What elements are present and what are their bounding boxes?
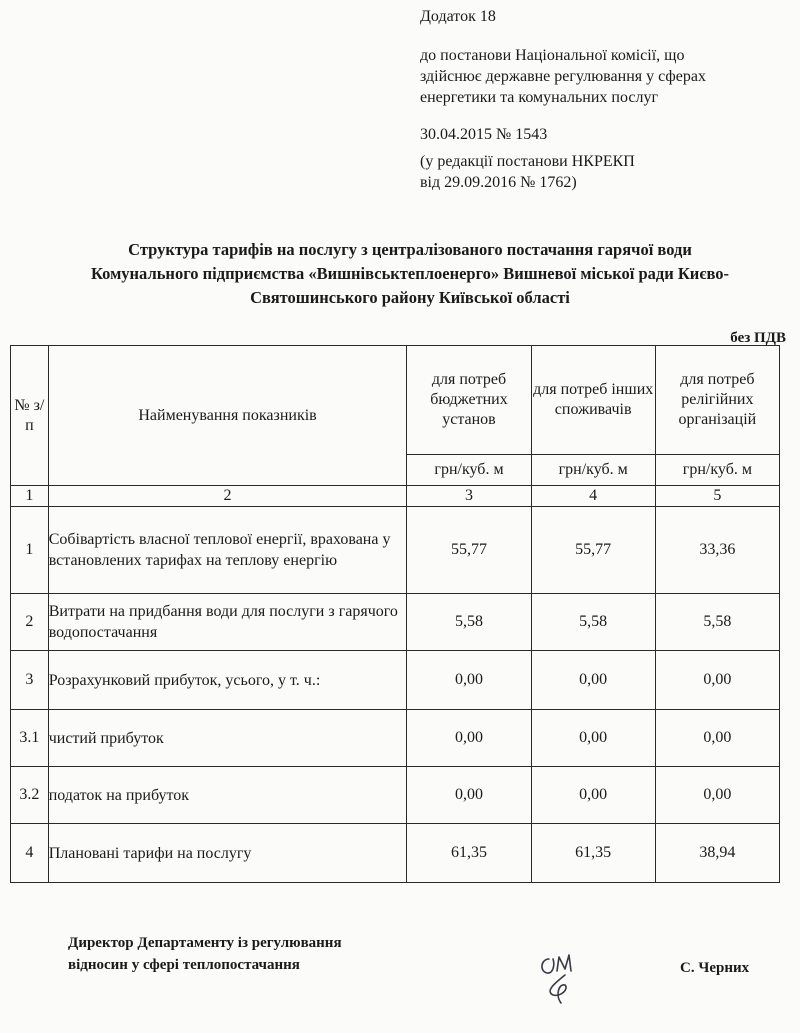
header-name: Найменування показників	[48, 346, 407, 486]
table-row	[11, 651, 780, 710]
decree-line: до постанови Національної комісії, що	[420, 47, 685, 64]
row-value-col4: 61,35	[531, 824, 655, 883]
unit-col4: грн/куб. м	[531, 455, 655, 486]
row-value-col3: 0,00	[407, 651, 531, 710]
row-value-col3: 61,35	[407, 824, 531, 883]
row-value-col3: 0,00	[407, 710, 531, 767]
table-row	[11, 710, 780, 767]
row-name: Плановані тарифи на послугу	[48, 824, 407, 883]
row-value-col4: 55,77	[531, 507, 655, 594]
row-name: Витрати на придбання води для послуги з гарячого водопостачання	[48, 594, 407, 651]
index-cell: 1	[11, 486, 49, 507]
title-line: Святошинського району Київської області	[250, 288, 570, 307]
header-col3: для потреб бюджетних установ	[407, 346, 531, 455]
unit-col5: грн/куб. м	[655, 455, 779, 486]
decree-reference	[420, 45, 790, 108]
document-title	[30, 238, 790, 310]
table-index-row	[11, 486, 780, 507]
header-col4: для потреб інших споживачів	[531, 346, 655, 455]
row-value-col4: 5,58	[531, 594, 655, 651]
row-number: 4	[11, 824, 49, 883]
row-value-col5: 0,00	[655, 651, 779, 710]
row-value-col3: 5,58	[407, 594, 531, 651]
header-col5: для потреб релігійних організацій	[655, 346, 779, 455]
table-row	[11, 824, 780, 883]
position-line: Директор Департаменту із регулювання	[68, 935, 342, 951]
addendum-title: Додаток 18	[420, 8, 496, 25]
header-number: № з/п	[11, 346, 49, 486]
row-value-col5: 38,94	[655, 824, 779, 883]
decree-date-number: 30.04.2015 № 1543	[420, 126, 548, 143]
row-value-col5: 0,00	[655, 767, 779, 824]
row-number: 3.1	[11, 710, 49, 767]
index-cell: 5	[655, 486, 779, 507]
decree-line: здійснює державне регулювання у сферах	[420, 68, 706, 85]
row-number: 2	[11, 594, 49, 651]
index-cell: 4	[531, 486, 655, 507]
signer-name: С. Черних	[680, 960, 750, 976]
handwritten-signature	[535, 945, 595, 1007]
row-value-col3: 55,77	[407, 507, 531, 594]
revision-note	[420, 151, 790, 193]
row-value-col4: 0,00	[531, 767, 655, 824]
row-name: Собівартість власної теплової енергії, врахована у встановлених тарифах на теплову енергію	[48, 507, 407, 594]
row-value-col5: 0,00	[655, 710, 779, 767]
title-line: Структура тарифів на послугу з централізованого постачання гарячої води	[128, 240, 692, 259]
row-value-col5: 5,58	[655, 594, 779, 651]
position-line: відносин у сфері теплопостачання	[68, 957, 300, 973]
table-row	[11, 767, 780, 824]
revision-line: (у редакції постанови НКРЕКП	[420, 153, 635, 170]
table-row	[11, 594, 780, 651]
tariff-table	[10, 345, 780, 883]
row-number: 3	[11, 651, 49, 710]
table-header-row	[11, 346, 780, 455]
row-number: 1	[11, 507, 49, 594]
row-name: Розрахунковий прибуток, усього, у т. ч.:	[48, 651, 407, 710]
index-cell: 3	[407, 486, 531, 507]
row-name: чистий прибуток	[48, 710, 407, 767]
row-value-col5: 33,36	[655, 507, 779, 594]
index-cell: 2	[48, 486, 407, 507]
row-value-col4: 0,00	[531, 710, 655, 767]
unit-col3: грн/куб. м	[407, 455, 531, 486]
title-line: Комунального підприємства «Вишнівськтеплоенерго» Вишневої міської ради Києво-	[90, 264, 729, 283]
revision-line: від 29.09.2016 № 1762)	[420, 174, 577, 191]
decree-line: енергетики та комунальних послуг	[420, 89, 658, 106]
row-value-col4: 0,00	[531, 651, 655, 710]
row-number: 3.2	[11, 767, 49, 824]
signatory-position	[68, 932, 342, 976]
row-name: податок на прибуток	[48, 767, 407, 824]
table-row	[11, 507, 780, 594]
row-value-col3: 0,00	[407, 767, 531, 824]
addendum-block	[420, 6, 790, 193]
vat-note: без ПДВ	[730, 330, 786, 346]
